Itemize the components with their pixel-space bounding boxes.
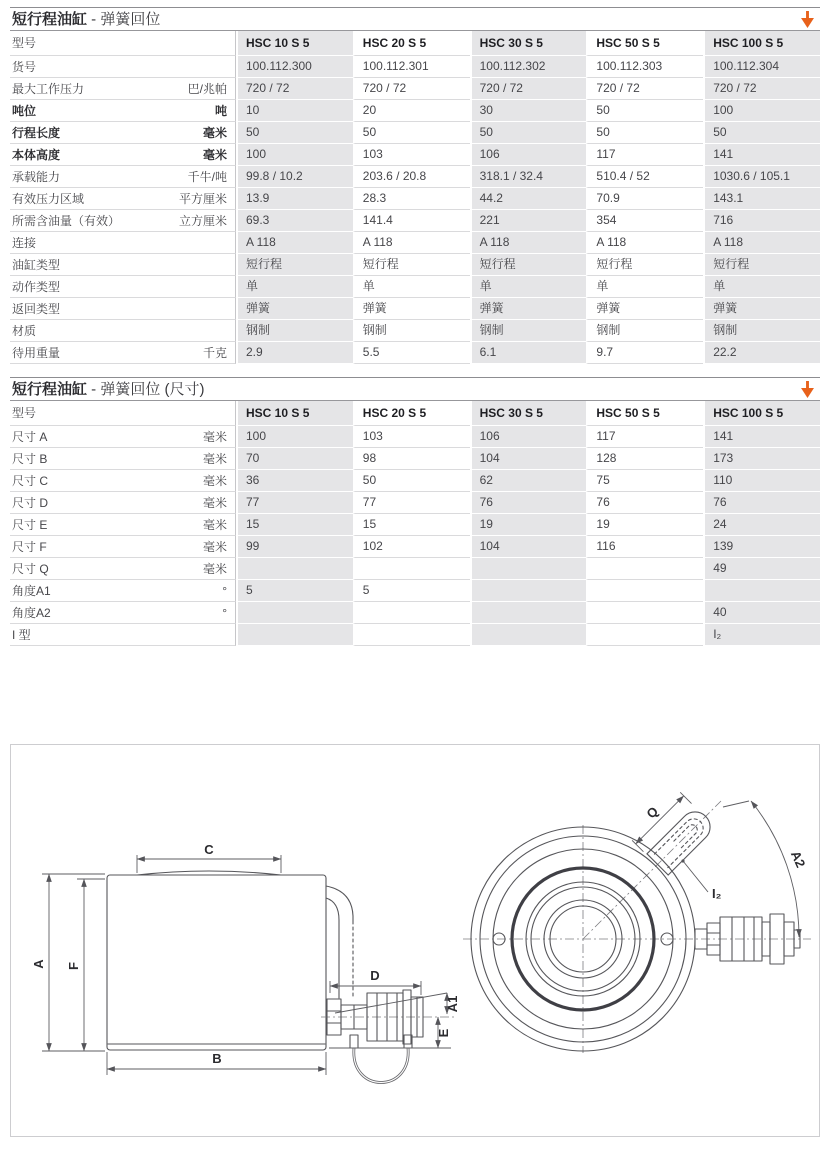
header-col: HSC 50 S 5 <box>586 31 703 56</box>
row-label-cell <box>10 470 236 492</box>
table-cell: 110 <box>703 470 820 492</box>
table-cell: 510.4 / 52 <box>586 166 703 188</box>
table-row <box>10 122 820 144</box>
row-label-cell <box>10 210 236 232</box>
table-cell: 2.9 <box>236 342 353 364</box>
table-cell: 19 <box>586 514 703 536</box>
table-cell <box>586 580 703 602</box>
header-col: HSC 30 S 5 <box>470 401 587 426</box>
table-cell <box>353 558 470 580</box>
table-row <box>10 558 820 580</box>
table-cell: 62 <box>470 470 587 492</box>
dim-label-b: B <box>212 1051 222 1066</box>
row-label-cell <box>10 166 236 188</box>
table-header-row <box>10 401 820 426</box>
row-label: 角度A2 <box>12 606 51 620</box>
spec-section-performance <box>10 7 820 364</box>
table-row <box>10 100 820 122</box>
table-cell: 单 <box>470 276 587 298</box>
table-cell: A 118 <box>353 232 470 254</box>
dimensions-table <box>10 401 820 646</box>
dim-label-e: E <box>436 1028 451 1038</box>
table-cell <box>470 624 587 646</box>
table-cell: 100 <box>236 144 353 166</box>
top-view <box>463 782 811 1053</box>
table-cell: 128 <box>586 448 703 470</box>
table-cell: 短行程 <box>353 254 470 276</box>
table-row <box>10 470 820 492</box>
table-cell: 69.3 <box>236 210 353 232</box>
table-cell: 28.3 <box>353 188 470 210</box>
table-cell: 76 <box>586 492 703 514</box>
table-row <box>10 602 820 624</box>
row-unit: 毫米 <box>202 430 227 444</box>
row-label: 尺寸 Q <box>12 562 49 576</box>
header-col: HSC 20 S 5 <box>353 31 470 56</box>
table-cell: 117 <box>586 144 703 166</box>
row-label: 尺寸 D <box>12 496 49 510</box>
table-row <box>10 188 820 210</box>
table-cell: 36 <box>236 470 353 492</box>
table-cell: A 118 <box>586 232 703 254</box>
table-row <box>10 56 820 78</box>
table-cell <box>470 580 587 602</box>
table-cell: 弹簧 <box>703 298 820 320</box>
row-label-cell <box>10 298 236 320</box>
table-cell: 106 <box>470 144 587 166</box>
row-unit: 吨 <box>214 104 227 118</box>
header-col: HSC 10 S 5 <box>236 401 353 426</box>
table-row <box>10 624 820 646</box>
row-label-cell <box>10 492 236 514</box>
table-cell: 5.5 <box>353 342 470 364</box>
header-model-cell <box>10 401 236 426</box>
row-label-cell <box>10 602 236 624</box>
jump-down-arrow-icon[interactable] <box>799 379 816 400</box>
table-cell <box>586 602 703 624</box>
table-row <box>10 232 820 254</box>
table-cell: 弹簧 <box>586 298 703 320</box>
row-label: 承载能力 <box>12 170 61 184</box>
table-cell: 720 / 72 <box>236 78 353 100</box>
table-cell: 单 <box>703 276 820 298</box>
table-cell: 1030.6 / 105.1 <box>703 166 820 188</box>
table-cell: 141 <box>703 144 820 166</box>
row-unit: ° <box>222 583 227 598</box>
table-cell: 单 <box>586 276 703 298</box>
table-cell: 5 <box>236 580 353 602</box>
table-cell: 104 <box>470 448 587 470</box>
row-label: 最大工作压力 <box>12 82 85 96</box>
table-row <box>10 210 820 232</box>
cylinder-body-outline <box>107 875 326 1050</box>
table-cell: 49 <box>703 558 820 580</box>
table-body <box>10 426 820 646</box>
table-cell: 弹簧 <box>470 298 587 320</box>
table-cell: 203.6 / 20.8 <box>353 166 470 188</box>
dim-label-a1: A1 <box>445 995 460 1013</box>
table-row <box>10 78 820 100</box>
table-cell: 106 <box>470 426 587 448</box>
dim-label-i2: I₂ <box>712 886 722 901</box>
table-header-row <box>10 31 820 56</box>
header-col: HSC 100 S 5 <box>703 31 820 56</box>
section-titlebar <box>10 7 820 31</box>
table-cell: 短行程 <box>703 254 820 276</box>
section-title <box>12 8 160 31</box>
table-cell: 100 <box>236 426 353 448</box>
table-cell: 720 / 72 <box>353 78 470 100</box>
table-row <box>10 514 820 536</box>
table-cell: 短行程 <box>236 254 353 276</box>
header-model-cell <box>10 31 236 56</box>
row-unit: 毫米 <box>202 452 227 466</box>
table-cell: 弹簧 <box>353 298 470 320</box>
table-cell: 单 <box>353 276 470 298</box>
spec-table <box>10 31 820 364</box>
table-cell: A 118 <box>236 232 353 254</box>
row-label: 连接 <box>12 236 37 250</box>
section-title-main: 短行程油缸 <box>12 380 88 398</box>
table-row <box>10 448 820 470</box>
table-cell: 弹簧 <box>236 298 353 320</box>
row-unit: 毫米 <box>202 540 227 554</box>
table-cell: 10 <box>236 100 353 122</box>
table-cell: 117 <box>586 426 703 448</box>
row-label-cell <box>10 320 236 342</box>
row-label: 有效压力区域 <box>12 192 85 206</box>
table-body <box>10 56 820 364</box>
row-label-cell <box>10 188 236 210</box>
table-cell: 15 <box>236 514 353 536</box>
a2-extension-line <box>723 801 749 807</box>
row-label-cell <box>10 276 236 298</box>
row-label: 油缸类型 <box>12 258 61 272</box>
table-cell: 钢制 <box>470 320 587 342</box>
row-unit: 千克 <box>202 346 227 360</box>
table-cell: 75 <box>586 470 703 492</box>
row-label-cell <box>10 56 236 78</box>
row-unit: 毫米 <box>202 562 227 576</box>
table-cell: 40 <box>703 602 820 624</box>
table-row <box>10 166 820 188</box>
row-label: 动作类型 <box>12 280 61 294</box>
dim-label-f: F <box>66 962 81 970</box>
table-cell: 50 <box>586 100 703 122</box>
row-unit: 毫米 <box>202 496 227 510</box>
section-titlebar <box>10 377 820 401</box>
table-cell: 100.112.303 <box>586 56 703 78</box>
row-unit: 毫米 <box>202 148 227 162</box>
i2-leader-dot <box>681 859 684 862</box>
table-cell <box>236 624 353 646</box>
row-label-cell <box>10 624 236 646</box>
table-cell: 单 <box>236 276 353 298</box>
table-cell: 100 <box>703 100 820 122</box>
table-cell <box>470 558 587 580</box>
row-label: 材质 <box>12 324 37 338</box>
table-cell: 50 <box>586 122 703 144</box>
table-cell: 6.1 <box>470 342 587 364</box>
oil-passage-inner <box>326 898 339 998</box>
row-label-cell <box>10 426 236 448</box>
row-label: 尺寸 F <box>12 540 47 554</box>
header-col: HSC 20 S 5 <box>353 401 470 426</box>
section-title-sub: - 弹簧回位 (尺寸) <box>87 380 205 398</box>
table-cell <box>236 602 353 624</box>
technical-drawing-panel <box>10 744 820 1137</box>
table-cell: 50 <box>353 122 470 144</box>
row-label-cell <box>10 78 236 100</box>
table-row <box>10 342 820 364</box>
table-cell: I₂ <box>703 624 820 646</box>
row-label-cell <box>10 122 236 144</box>
table-row <box>10 144 820 166</box>
table-cell <box>353 624 470 646</box>
row-label: 尺寸 E <box>12 518 48 532</box>
section-title <box>12 378 205 401</box>
row-label-cell <box>10 536 236 558</box>
header-col: HSC 10 S 5 <box>236 31 353 56</box>
table-row <box>10 536 820 558</box>
header-model-label: 型号 <box>12 36 37 50</box>
table-cell: 70.9 <box>586 188 703 210</box>
row-unit: 毫米 <box>202 126 227 140</box>
table-cell <box>586 558 703 580</box>
table-cell: A 118 <box>470 232 587 254</box>
row-label: 尺寸 A <box>12 430 48 444</box>
table-cell: 15 <box>353 514 470 536</box>
table-cell: 77 <box>236 492 353 514</box>
row-label: 待用重量 <box>12 346 61 360</box>
table-cell: 143.1 <box>703 188 820 210</box>
row-label-cell <box>10 100 236 122</box>
row-label-cell <box>10 232 236 254</box>
table-cell: 720 / 72 <box>470 78 587 100</box>
table-cell <box>703 580 820 602</box>
table-cell: 钢制 <box>236 320 353 342</box>
table-row <box>10 298 820 320</box>
row-label: 尺寸 B <box>12 452 48 466</box>
table-cell: 221 <box>470 210 587 232</box>
spec-section-dimensions <box>10 377 820 646</box>
table-cell: 44.2 <box>470 188 587 210</box>
row-unit: 毫米 <box>202 518 227 532</box>
table-cell: 100.112.304 <box>703 56 820 78</box>
table-cell <box>236 558 353 580</box>
header-col: HSC 50 S 5 <box>586 401 703 426</box>
header-col: HSC 30 S 5 <box>470 31 587 56</box>
row-label-cell <box>10 448 236 470</box>
table-cell: 20 <box>353 100 470 122</box>
table-row <box>10 254 820 276</box>
row-label: 返回类型 <box>12 302 61 316</box>
table-cell: 短行程 <box>470 254 587 276</box>
table-cell: 30 <box>470 100 587 122</box>
table-cell: 钢制 <box>586 320 703 342</box>
table-cell: 5 <box>353 580 470 602</box>
table-cell: 318.1 / 32.4 <box>470 166 587 188</box>
table-cell: 100.112.301 <box>353 56 470 78</box>
side-view <box>31 842 460 1083</box>
table-row <box>10 426 820 448</box>
table-cell: 50 <box>353 470 470 492</box>
table-cell: 141.4 <box>353 210 470 232</box>
row-label-cell <box>10 342 236 364</box>
table-cell: 24 <box>703 514 820 536</box>
row-label: 行程长度 <box>12 126 61 140</box>
table-cell: 77 <box>353 492 470 514</box>
table-cell <box>353 602 470 624</box>
row-label: 本体高度 <box>12 148 61 162</box>
table-cell: 103 <box>353 426 470 448</box>
row-label: 角度A1 <box>12 584 51 598</box>
section-title-main: 短行程油缸 <box>12 10 88 28</box>
table-cell: 76 <box>470 492 587 514</box>
table-cell: 50 <box>470 122 587 144</box>
table-cell: 100.112.302 <box>470 56 587 78</box>
oil-passage-outer <box>326 886 353 921</box>
section-title-sub: - 弹簧回位 <box>87 10 161 28</box>
row-label-cell <box>10 580 236 602</box>
table-cell: 短行程 <box>586 254 703 276</box>
row-unit: 毫米 <box>202 474 227 488</box>
jump-down-arrow-icon[interactable] <box>799 9 816 30</box>
row-label-cell <box>10 558 236 580</box>
dim-label-a2: A2 <box>787 848 809 870</box>
table-cell: 720 / 72 <box>586 78 703 100</box>
handle <box>623 782 716 875</box>
table-cell: 13.9 <box>236 188 353 210</box>
table-cell: 116 <box>586 536 703 558</box>
row-label: 货号 <box>12 60 37 74</box>
table-cell: 354 <box>586 210 703 232</box>
table-cell: 102 <box>353 536 470 558</box>
table-row <box>10 580 820 602</box>
header-col: HSC 100 S 5 <box>703 401 820 426</box>
table-cell: 9.7 <box>586 342 703 364</box>
table-cell: 100.112.300 <box>236 56 353 78</box>
i2-leader-line <box>683 861 708 892</box>
table-cell: 19 <box>470 514 587 536</box>
table-cell <box>586 624 703 646</box>
table-cell: 141 <box>703 426 820 448</box>
row-unit: 千牛/吨 <box>187 170 227 184</box>
table-cell: 76 <box>703 492 820 514</box>
row-unit: 巴/兆帕 <box>187 82 227 96</box>
table-cell: 钢制 <box>703 320 820 342</box>
table-cell: 104 <box>470 536 587 558</box>
table-cell: 173 <box>703 448 820 470</box>
row-label-cell <box>10 144 236 166</box>
dim-label-q: Q <box>643 803 662 822</box>
technical-drawing <box>11 745 819 1136</box>
table-cell: 98 <box>353 448 470 470</box>
row-unit: ° <box>222 605 227 620</box>
table-cell: 22.2 <box>703 342 820 364</box>
table-row <box>10 492 820 514</box>
table-row <box>10 320 820 342</box>
row-label: 所需含油量（有效） <box>12 214 121 228</box>
table-cell: 103 <box>353 144 470 166</box>
dim-label-c: C <box>204 842 214 857</box>
table-cell: 139 <box>703 536 820 558</box>
table-row <box>10 276 820 298</box>
header-model-label: 型号 <box>12 406 37 420</box>
table-cell: 70 <box>236 448 353 470</box>
row-unit: 平方厘米 <box>178 192 227 206</box>
row-label: 尺寸 C <box>12 474 49 488</box>
saddle-arc <box>137 871 281 875</box>
table-cell <box>470 602 587 624</box>
table-cell: 50 <box>703 122 820 144</box>
table-cell: 50 <box>236 122 353 144</box>
row-label: 吨位 <box>12 104 37 118</box>
table-cell: 99 <box>236 536 353 558</box>
table-cell: 钢制 <box>353 320 470 342</box>
row-label: I 型 <box>12 628 31 642</box>
row-unit: 立方厘米 <box>178 214 227 228</box>
row-label-cell <box>10 514 236 536</box>
table-cell: A 118 <box>703 232 820 254</box>
dim-label-d: D <box>370 968 380 983</box>
row-label-cell <box>10 254 236 276</box>
table-cell: 99.8 / 10.2 <box>236 166 353 188</box>
table-cell: 720 / 72 <box>703 78 820 100</box>
dim-label-a: A <box>31 959 46 969</box>
table-cell: 716 <box>703 210 820 232</box>
